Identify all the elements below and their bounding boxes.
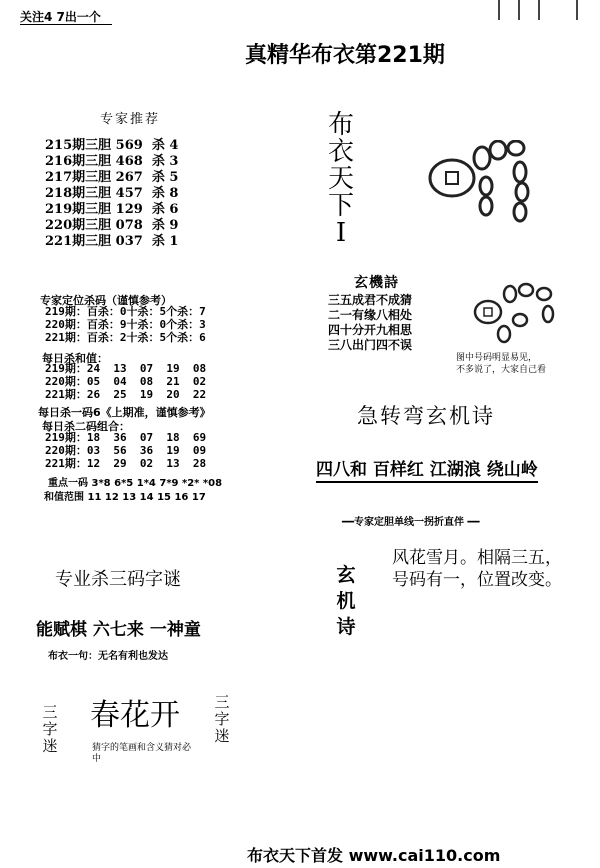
verse-line: 风花雪月。相隔三五，: [392, 548, 562, 568]
xuanji-vertical-label: 玄机诗: [336, 564, 356, 638]
verse-line: 号码有一，位置改变。: [392, 570, 562, 590]
list-item: 217期三胆 267 杀 5: [45, 170, 179, 185]
verse: [392, 547, 562, 591]
two-code-kill-list: [45, 431, 206, 470]
danma-list: [45, 138, 178, 250]
poem-line: 三五成君不成猜: [328, 293, 413, 307]
list-item: 218期三胆 457 杀 8: [45, 186, 179, 201]
list-item: 219期：百杀：0十杀：5个杀：7: [45, 305, 206, 318]
riddle-word: 春花开: [90, 698, 180, 733]
three-char-riddle-label-right: 三字迷: [214, 693, 230, 745]
sum-kill-header: 每日杀和值：: [42, 352, 108, 365]
list-item: 219期三胆 129 杀 6: [45, 202, 179, 217]
list-item: 221期：12 29 02 13 28: [45, 457, 207, 470]
coin-chain-image-1: [420, 140, 545, 235]
top-note: 关注4 7出一个: [20, 10, 101, 24]
two-code-kill-header: 每日杀二码组合：: [42, 420, 130, 433]
image-caption: [456, 352, 546, 376]
list-item: 221期：26 25 19 20 22: [45, 388, 207, 401]
coin-chain-image-2: [470, 282, 560, 347]
riddle-line: 能赋棋 六七来 一神童: [36, 620, 201, 640]
poem-line: 四十分开九相思: [328, 323, 413, 337]
xuanji-poem: [328, 293, 412, 353]
list-item: 219期：24 13 07 19 08: [45, 362, 207, 375]
one-code-kill-header: 每日杀一码6《上期准，谨慎参考》: [38, 406, 211, 419]
brain-teaser-poem-title: 急转弯玄机诗: [357, 404, 495, 428]
four-phrases: 四八和 百样红 江湖浪 绕山岭: [316, 455, 538, 483]
page-title: 真精华布衣第221期: [245, 43, 445, 68]
poem-line: 三八出门四不误: [328, 338, 413, 352]
top-note-underline: [20, 24, 112, 25]
list-item: 220期：05 04 08 21 02: [45, 375, 207, 388]
list-item: 219期：18 36 07 18 69: [45, 431, 207, 444]
list-item: 220期三胆 078 杀 9: [45, 218, 179, 233]
expert-single-line: ━━专家定胆单线一拐折直伴 ━━: [342, 517, 480, 528]
riddle-hint: 猜字的笔画和含义猜对必中: [92, 743, 192, 764]
list-item: 221期：百杀：2十杀：5个杀：6: [45, 331, 206, 344]
list-item: 220期：03 56 36 19 09: [45, 444, 207, 457]
footer-site: 布衣天下首发 www.cai110.com: [247, 846, 501, 865]
riddle-title: 专业杀三码字谜: [55, 569, 181, 590]
buyi-vertical-title: 布衣天下I: [327, 110, 354, 248]
poem-line: 二一有缘八相处: [328, 308, 413, 322]
buyi-saying: 布衣一句：无名有利也发达: [48, 651, 168, 662]
caption-line: 图中号码明显易见，: [456, 353, 538, 363]
list-item: 221期三胆 037 杀 1: [45, 234, 179, 249]
list-item: 215期三胆 569 杀 4: [45, 138, 179, 153]
key-code-line: 重点一码 3*8 6*5 1*4 7*9 *2* *08: [48, 478, 223, 489]
sum-range-line: 和值范围 11 12 13 14 15 16 17: [44, 492, 206, 503]
expert-header: 专家推荐: [100, 112, 161, 127]
caption-line: 不多说了，大家自己看: [456, 365, 547, 375]
list-item: 220期：百杀：9十杀：0个杀：3: [45, 318, 206, 331]
sum-kill-list: [45, 362, 206, 401]
list-item: 216期三胆 468 杀 3: [45, 154, 179, 169]
position-kill-header: 专家定位杀码（谨慎参考）: [40, 294, 172, 307]
position-kill-list: [45, 305, 206, 344]
three-char-riddle-label-left: 三字迷: [42, 703, 58, 755]
xuanji-poem-title: 玄機詩: [354, 275, 399, 291]
